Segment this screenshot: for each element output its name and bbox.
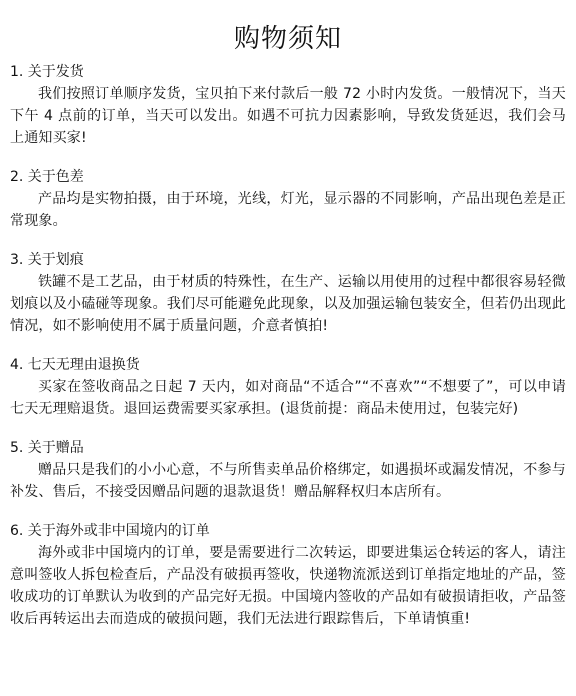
section-heading: 1. 关于发货 — [10, 64, 84, 80]
section-scratches — [10, 250, 566, 337]
section-gifts — [10, 438, 566, 503]
section-color-difference — [10, 167, 566, 232]
section-returns — [10, 355, 566, 420]
section-overseas-orders — [10, 521, 566, 630]
section-heading: 6. 关于海外或非中国境内的订单 — [10, 523, 210, 539]
section-shipping — [10, 62, 566, 149]
section-body: 海外或非中国境内的订单，要是需要进行二次转运，即要进集运仓转运的客人，请注意叫签收人拆包检查后，产品没有破损再签收，快递物流派送到订单指定地址的产品，签收成功的订单默认为收到的产品完好无损。中国境内签收的产品如有破损请拒收，产品签收后再转运出去而造成的破损问题，我们无法进行跟踪售后，下单请慎重! — [10, 545, 566, 627]
section-body: 赠品只是我们的小小心意，不与所售卖单品价格绑定，如遇损坏或漏发情况，不参与补发、售后，不接受因赠品问题的退款退货！赠品解释权归本店所有。 — [10, 462, 566, 500]
section-body: 我们按照订单顺序发货，宝贝拍下来付款后一般 72 小时内发货。一般情况下，当天下午 4 点前的订单，当天可以发出。如遇不可抗力因素影响，导致发货延迟，我们会马上通知买家! — [10, 86, 566, 146]
section-heading: 2. 关于色差 — [10, 169, 84, 185]
page-title: 购物须知 — [233, 24, 342, 54]
section-heading: 3. 关于划痕 — [10, 252, 84, 268]
section-body: 买家在签收商品之日起 7 天内，如对商品“不适合”“不喜欢”“不想要了”，可以申请七天无理赔退货。退回运费需要买家承担。(退货前提：商品未使用过，包装完好) — [10, 379, 566, 417]
section-heading: 4. 七天无理由退换货 — [10, 357, 140, 373]
section-body: 铁罐不是工艺品，由于材质的特殊性，在生产、运输以用使用的过程中都很容易轻微划痕以及小磕碰等现象。我们尽可能避免此现象，以及加强运输包装安全，但若仍出现此情况，如不影响使用不属于质量问题，介意者慎拍! — [10, 274, 566, 334]
section-body: 产品均是实物拍摄，由于环境，光线，灯光，显示器的不同影响，产品出现色差是正常现象。 — [10, 191, 566, 229]
section-heading: 5. 关于赠品 — [10, 440, 84, 456]
